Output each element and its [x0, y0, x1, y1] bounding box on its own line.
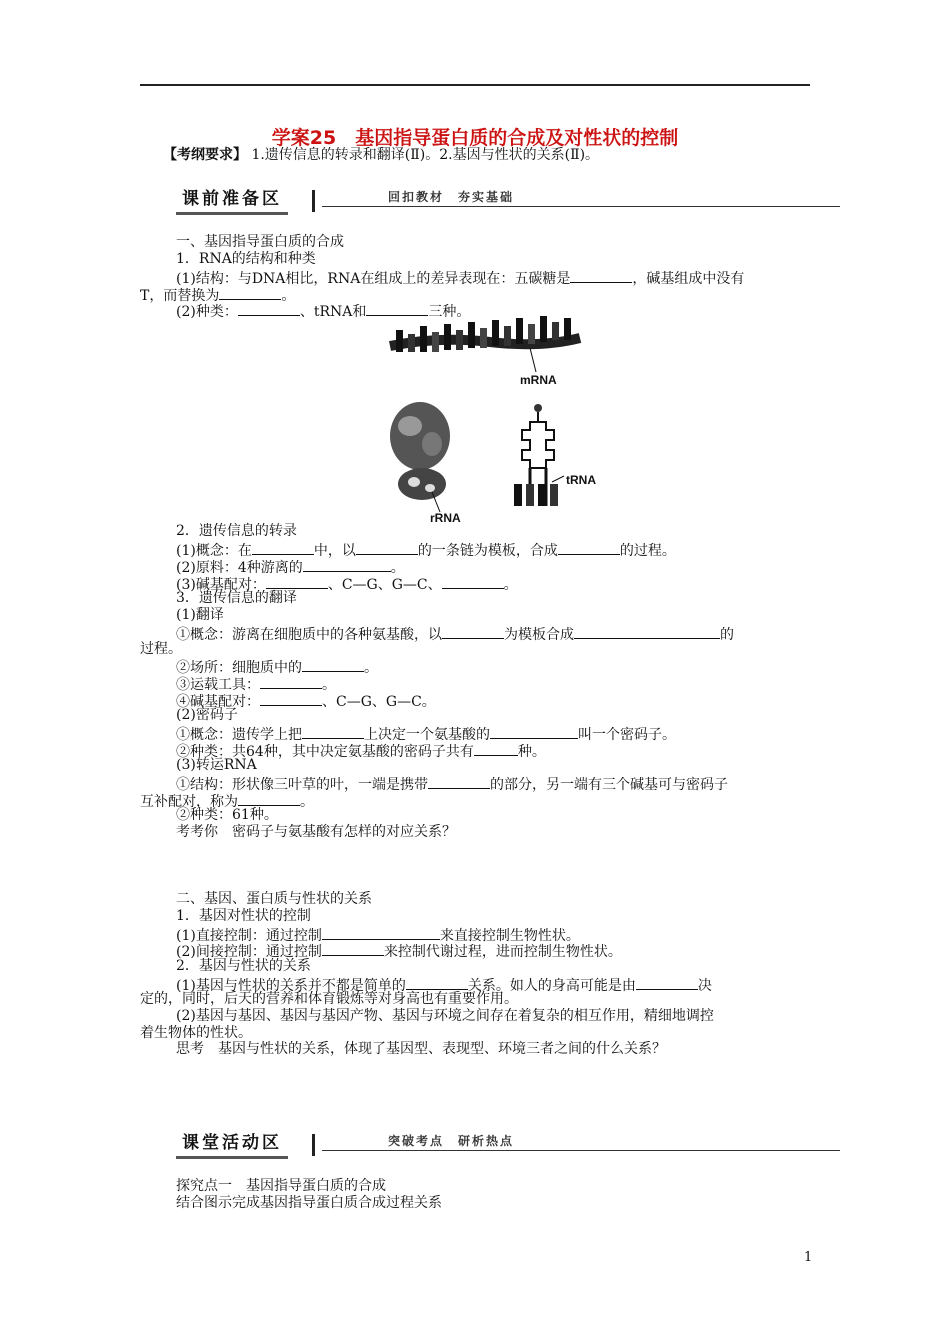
mrna-label: mRNA: [520, 373, 557, 387]
fill-blank[interactable]: [636, 975, 698, 990]
text: 的部分，另一端有三个碱基可与密码子: [490, 777, 728, 793]
text: ①结构：形状像三叶草的叶，一端是携带: [176, 777, 428, 793]
think-question: 思考 基因与性状的关系，体现了基因型、表现型、环境三者之间的什么关系？: [176, 1041, 666, 1057]
page-title: 学案25 基因指导蛋白质的合成及对性状的控制: [271, 127, 679, 149]
text: ③运载工具：: [176, 677, 260, 693]
paragraph-line: 定的，同时，后天的营养和体育锻炼等对身高也有重要作用。: [140, 991, 518, 1007]
text: ①概念：游离在细胞质中的各种氨基酸，以: [176, 627, 442, 643]
text: 的过程。: [619, 543, 676, 559]
text: (1)直接控制：通过控制: [176, 928, 322, 944]
fill-blank[interactable]: [322, 925, 440, 940]
subsection-title: 1．基因对性状的控制: [176, 908, 311, 924]
paragraph-line: (2)密码子: [176, 707, 238, 723]
fill-blank[interactable]: [442, 574, 504, 589]
text: 三种。: [428, 304, 471, 320]
fill-blank[interactable]: [303, 557, 391, 572]
text: 、C—G、G—C。: [322, 694, 436, 710]
fill-blank[interactable]: [302, 724, 364, 739]
paragraph-line: 过程。: [140, 641, 182, 657]
fill-blank[interactable]: [442, 624, 504, 639]
text: ①概念：遗传学上把: [176, 727, 302, 743]
banner-subtitle: 回扣教材 夯实基础: [388, 190, 515, 204]
subsection-title: 2．基因与性状的关系: [176, 958, 311, 974]
fill-blank[interactable]: [238, 791, 300, 806]
text: (2)间接控制：通过控制: [176, 944, 322, 960]
fill-blank[interactable]: [238, 301, 300, 316]
text: ④碱基配对：: [176, 694, 260, 710]
paragraph-line: (3)转运RNA: [176, 757, 257, 773]
text: 来控制代谢过程，进而控制生物性状。: [383, 944, 622, 960]
fill-blank[interactable]: [366, 301, 428, 316]
banner-label: 课前准备区: [176, 186, 288, 215]
text: 。: [364, 660, 378, 676]
rrna-illustration: [390, 402, 450, 512]
text: (1)结构：与DNA相比，RNA在组成上的差异表现在：五碳糖是: [176, 271, 571, 287]
fill-blank[interactable]: [219, 285, 281, 300]
text: 中，以: [313, 543, 356, 559]
text: 。: [281, 288, 296, 304]
section-heading: 一、基因指导蛋白质的合成: [176, 234, 344, 250]
requirement-line: [163, 147, 599, 164]
text: T，而替换为: [140, 288, 220, 304]
text: 叫一个密码子。: [578, 727, 676, 743]
requirement-label: 【考纲要求】: [163, 147, 247, 163]
subsection-title: 2．遗传信息的转录: [176, 523, 297, 539]
mrna-strand-illustration: [390, 316, 580, 372]
fill-blank[interactable]: [406, 975, 468, 990]
paragraph-line: (2)基因与基因、基因与基因产物、基因与环境之间存在着复杂的相互作用，精细地调控: [176, 1008, 714, 1024]
banner-divider: [312, 1134, 315, 1156]
text: 关系。如人的身高可能是由: [467, 978, 636, 994]
banner-subtitle: 突破考点 研析热点: [388, 1134, 515, 1148]
think-question: 考考你 密码子与氨基酸有怎样的对应关系？: [176, 824, 456, 840]
section-banner-prep: [176, 186, 816, 216]
text: (2)原料：4种游离的: [176, 560, 303, 576]
fill-blank[interactable]: [322, 941, 384, 956]
banner-label: 课堂活动区: [176, 1130, 288, 1159]
requirement-text: 1.遗传信息的转录和翻译(Ⅱ)。2.基因与性状的关系(Ⅱ)。: [251, 147, 600, 163]
trna-illustration: [514, 404, 564, 506]
fill-blank[interactable]: [266, 574, 328, 589]
text: 为模板合成: [504, 627, 574, 643]
text: 。: [503, 577, 518, 593]
text: 种。: [517, 744, 546, 760]
subsection-title: 3．遗传信息的翻译: [176, 590, 297, 606]
text: (1)概念：在: [176, 543, 252, 559]
rrna-label: rRNA: [430, 511, 461, 525]
subsection-title: 1．RNA的结构和种类: [176, 251, 316, 267]
text: (3)碱基配对：: [176, 577, 266, 593]
text: 互补配对，称为: [140, 794, 238, 810]
text: 。: [300, 794, 314, 810]
text: ，碱基组成中没有: [632, 271, 745, 287]
fill-blank[interactable]: [490, 724, 578, 739]
text: ②种类：共64种，其中决定氨基酸的密码子共有: [176, 744, 474, 760]
text: 。: [322, 677, 336, 693]
banner-divider: [312, 190, 315, 212]
text: (1)基因与性状的关系并不都是简单的: [176, 978, 406, 994]
fill-blank[interactable]: [574, 624, 720, 639]
text: 决: [697, 978, 712, 994]
section-heading: 二、基因、蛋白质与性状的关系: [176, 891, 372, 907]
trna-label: tRNA: [566, 473, 596, 487]
fill-blank[interactable]: [302, 657, 364, 672]
banner-rule: [322, 206, 840, 207]
section-banner-class: [176, 1130, 816, 1160]
fill-blank[interactable]: [570, 268, 632, 283]
paragraph-line: [176, 624, 734, 644]
fill-blank[interactable]: [260, 691, 322, 706]
text: (2)种类：: [176, 304, 238, 320]
paragraph-line: (1)翻译: [176, 607, 224, 623]
fill-blank[interactable]: [356, 540, 418, 555]
text: 上决定一个氨基酸的: [364, 727, 490, 743]
paragraph-line: 探究点一 基因指导蛋白质的合成: [176, 1178, 386, 1194]
paragraph-line: 结合图示完成基因指导蛋白质合成过程关系: [176, 1195, 442, 1211]
fill-blank[interactable]: [252, 540, 314, 555]
text: 、C—G、G—C、: [327, 577, 442, 593]
text: ②场所：细胞质中的: [176, 660, 302, 676]
text: 的: [720, 627, 734, 643]
fill-blank[interactable]: [558, 540, 620, 555]
fill-blank[interactable]: [428, 774, 490, 789]
paragraph-line: 着生物体的性状。: [140, 1025, 252, 1041]
text: 的一条链为模板，合成: [417, 543, 558, 559]
rna-types-figure: [380, 316, 620, 526]
paragraph-line: ②种类：61种。: [176, 807, 278, 823]
page-number: 1: [804, 1250, 813, 1265]
text: 、tRNA和: [299, 304, 367, 320]
text: 。: [390, 560, 405, 576]
fill-blank[interactable]: [260, 674, 322, 689]
text: 来直接控制生物性状。: [439, 928, 580, 944]
top-rule: [140, 84, 810, 86]
fill-blank[interactable]: [474, 741, 518, 756]
banner-rule: [322, 1150, 840, 1151]
